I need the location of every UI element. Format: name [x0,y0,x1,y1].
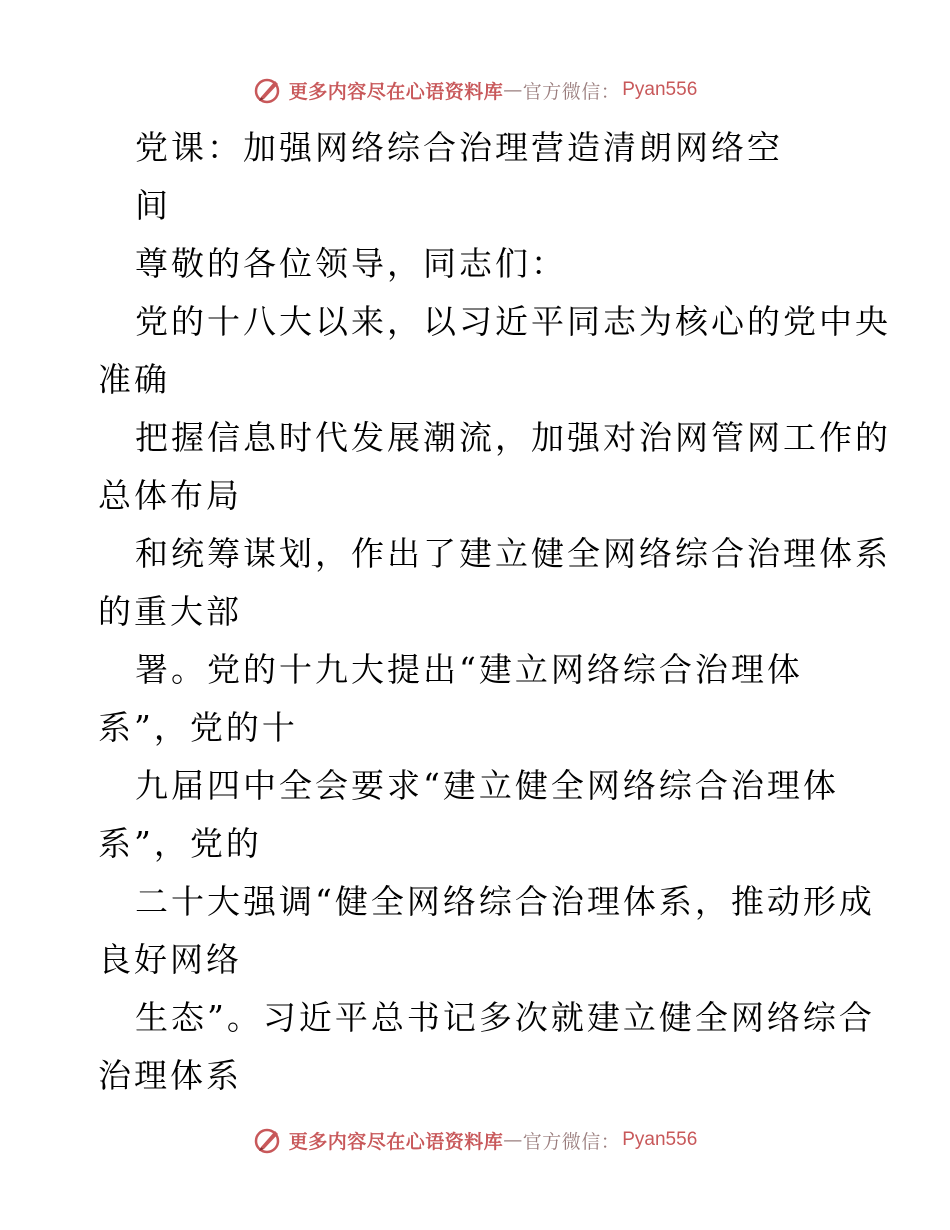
header-watermark [0,72,950,108]
body-line: 总体布局 [98,476,242,515]
body-line: 生态”。习近平总书记多次就建立健全网络综合 [135,998,875,1037]
body-line: 九届四中全会要求“建立健全网络综合治理体 [135,766,839,805]
document-title-line-2: 间 [135,186,171,225]
quill-pen-logo-icon [253,1125,283,1155]
body-line: 系”，党的十 [98,708,298,747]
footer-watermark [0,1122,950,1158]
watermark-wechat-label: 官方微信： [522,80,621,103]
body-line: 党的十八大以来，以习近平同志为核心的党中央 [135,302,891,341]
watermark-brand: 更多内容尽在心语资料库 [288,80,504,103]
salutation: 尊敬的各位领导，同志们： [135,244,567,283]
body-line: 署。党的十九大提出“建立网络综合治理体 [135,650,803,689]
body-line: 系”，党的 [98,824,262,863]
watermark-wechat-id: Pyan556 [622,1129,698,1150]
body-line: 准确 [98,360,170,399]
body-line: 和统筹谋划，作出了建立健全网络综合治理体系 [135,534,891,573]
body-line: 治理体系 [98,1056,242,1095]
watermark-brand: 更多内容尽在心语资料库 [288,1130,504,1153]
watermark-dash: — [503,1129,523,1151]
body-line: 把握信息时代发展潮流，加强对治网管网工作的 [135,418,891,457]
body-line: 二十大强调“健全网络综合治理体系，推动形成 [135,882,875,921]
quill-pen-logo-icon [253,75,283,105]
watermark-dash: — [503,79,523,101]
watermark-wechat-label: 官方微信： [522,1130,621,1153]
document-title-line-1: 党课：加强网络综合治理营造清朗网络空 [135,128,783,167]
body-line: 的重大部 [98,592,242,631]
body-line: 良好网络 [98,940,242,979]
watermark-wechat-id: Pyan556 [622,79,698,100]
